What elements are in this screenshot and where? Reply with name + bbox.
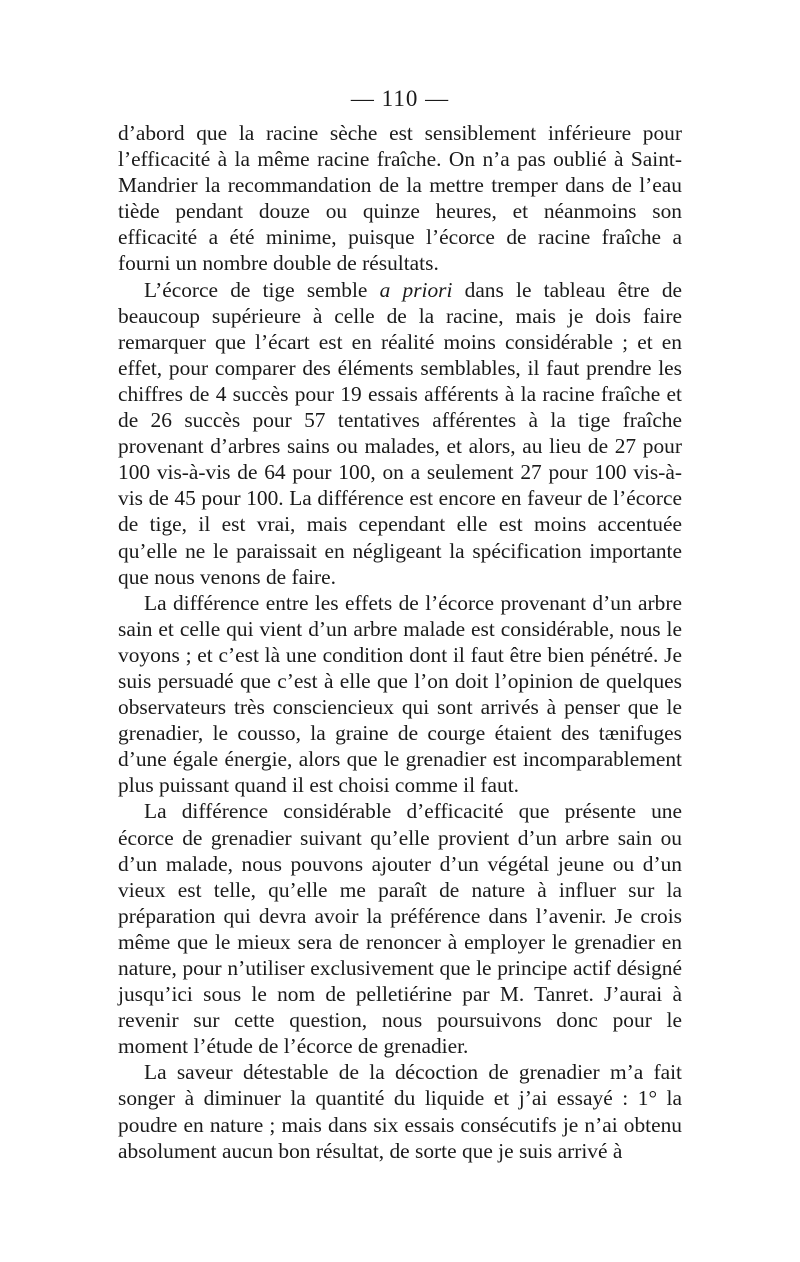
paragraph-5: La saveur détestable de la décoction de grenadier m’a fait songer à diminuer la quantité du liquide et j’ai essayé : 1° la poudre en nature ; mais dans six essais consécutifs je n’ai obtenu absolument aucun bon résultat, de sorte que je suis arrivé à bbox=[118, 1060, 682, 1163]
paragraph-2 bbox=[118, 277, 682, 590]
paragraph-2-emphasis: a priori bbox=[379, 277, 453, 302]
paragraph-4: La différence considérable d’efficacité que présente une écorce de grenadier suivant qu’elle provient d’un arbre sain ou d’un malade, nous pouvons ajouter d’un végétal jeune ou d’un vieux est telle, qu’elle me paraît de nature à influer sur la préparation qui devra avoir la préférence dans l’avenir. Je crois même que le mieux sera de renoncer à employer le grenadier en nature, pour n’utiliser exclusivement que le principe actif désigné jusqu’ici sous le nom de pelletiérine par M. Tanret. J’aurai à revenir sur cette question, nous poursuivons donc pour le moment l’étude de l’écorce de grenadier. bbox=[118, 799, 682, 1059]
body-text bbox=[118, 120, 682, 1164]
paragraph-2-part-2: dans le tableau être de beaucoup supérieure à celle de la racine, mais je dois faire remarquer que l’écart est en réalité moins considérable ; et en effet, pour comparer des éléments semblables, il faut prendre les chiffres de 4 succès pour 19 essais afférents à la racine fraîche et de 26 succès pour 57 tentatives afférentes à la tige fraîche provenant d’arbres sains ou malades, et alors, au lieu de 27 pour 100 vis-à-vis de 64 pour 100, on a seulement 27 pour 100 vis-à-vis de 45 pour 100. La différence est encore en faveur de l’écorce de tige, il est vrai, mais cependant elle est moins accentuée qu’elle ne le paraissait en négligeant la spécification importante que nous venons de faire. bbox=[118, 277, 683, 589]
paragraph-1: d’abord que la racine sèche est sensiblement inférieure pour l’efficacité à la même racine fraîche. On n’a pas oublié à Saint-Mandrier la recommandation de la mettre tremper dans de l’eau tiède pendant douze ou quinze heures, et néanmoins son efficacité a été minime, puisque l’écorce de racine fraîche a fourni un nombre double de résultats. bbox=[118, 121, 682, 276]
page-number: — 110 — bbox=[350, 86, 450, 111]
paragraph-3: La différence entre les effets de l’écorce provenant d’un arbre sain et celle qui vient d’un arbre malade est considérable, nous le voyons ; et c’est là une condition dont il faut être bien pénétré. Je suis persuadé que c’est à elle que l’on doit l’opinion de quelques observateurs très consciencieux qui sont arrivés à penser que le grenadier, le cousso, la graine de courge étaient des tænifuges d’une égale énergie, alors que le grenadier est incomparablement plus puissant quand il est choisi comme il faut. bbox=[118, 590, 682, 798]
paragraph-2-part-1: L’écorce de tige semble bbox=[144, 277, 380, 302]
